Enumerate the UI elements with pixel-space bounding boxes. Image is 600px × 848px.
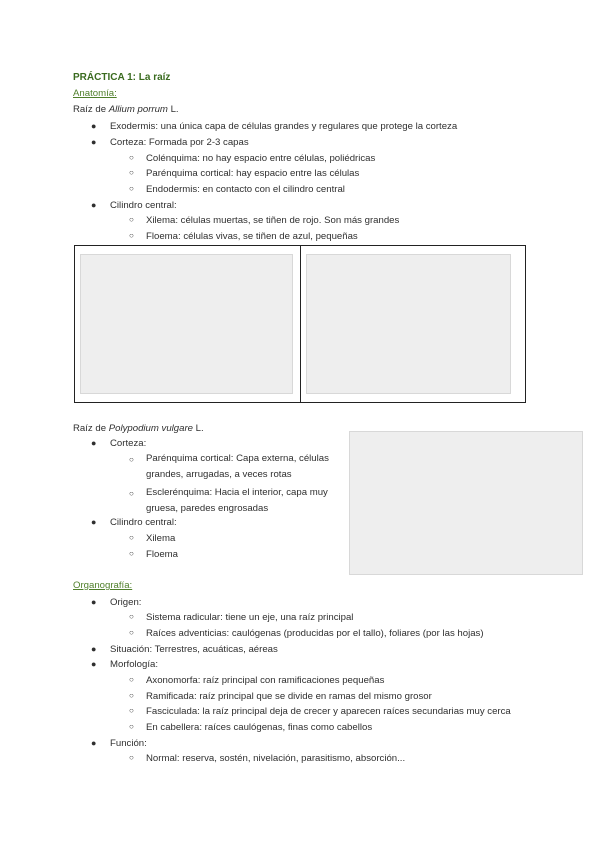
sub-list-item (129, 485, 346, 517)
sub-list-item-text: Floema: células vivas, se tiñen de azul, pequeñas (146, 231, 358, 242)
sub-list-item-text: Fasciculada: la raíz principal deja de crecer y aparecen raíces secundarias muy cerca (146, 706, 511, 717)
list-item (91, 738, 147, 749)
bullet-icon: ● (91, 200, 97, 210)
list-item (91, 121, 458, 132)
polypodium-micrograph-image (349, 431, 583, 575)
circle-bullet-icon: ○ (129, 489, 134, 498)
sub-list-item-text: Esclerénquima: Hacia el interior, capa muy gruesa, paredes engrosadas (146, 487, 328, 514)
sub-list-item (129, 168, 360, 179)
list-item (91, 644, 278, 655)
polypodium-intro (73, 423, 204, 434)
circle-bullet-icon: ○ (129, 455, 134, 464)
circle-bullet-icon: ○ (129, 706, 134, 715)
bullet-icon: ● (91, 438, 97, 448)
organografia-heading: Organografía: (73, 580, 133, 591)
micrograph-image-right (306, 254, 511, 394)
list-item-text: Corteza: (110, 438, 147, 449)
list-item-text: Corteza: Formada por 2-3 capas (110, 137, 249, 148)
list-item (91, 659, 158, 670)
list-item-text: Cilindro central: (110, 200, 177, 211)
circle-bullet-icon: ○ (129, 184, 134, 193)
list-item (91, 517, 177, 528)
sub-list-item (129, 451, 346, 483)
circle-bullet-icon: ○ (129, 231, 134, 240)
sub-list-item-text: Ramificada: raíz principal que se divide en ramas del mismo grosor (146, 691, 432, 702)
circle-bullet-icon: ○ (129, 533, 134, 542)
bullet-icon: ● (91, 517, 97, 527)
sub-list-item (129, 753, 406, 764)
allium-intro-suffix: L. (167, 104, 179, 115)
sub-list-item-text: En cabellera: raíces caulógenas, finas como cabellos (146, 722, 373, 733)
polypodium-intro-prefix: Raíz de (73, 423, 109, 434)
polypodium-species: Polypodium vulgare (108, 423, 193, 434)
circle-bullet-icon: ○ (129, 215, 134, 224)
circle-bullet-icon: ○ (129, 549, 134, 558)
bullet-icon: ● (91, 644, 97, 654)
sub-list-item-text: Endodermis: en contacto con el cilindro central (146, 184, 345, 195)
figure-table (74, 245, 526, 403)
circle-bullet-icon: ○ (129, 675, 134, 684)
sub-list-item-text: Normal: reserva, sostén, nivelación, parasitismo, absorción... (146, 753, 406, 764)
list-item (91, 200, 177, 211)
sub-list-item (129, 691, 432, 702)
bullet-icon: ● (91, 738, 97, 748)
sub-list-item-text: Colénquima: no hay espacio entre células, poliédricas (146, 153, 376, 164)
sub-list-item-text: Axonomorfa: raíz principal con ramificaciones pequeñas (146, 675, 385, 686)
circle-bullet-icon: ○ (129, 153, 134, 162)
sub-list-item (129, 533, 176, 544)
anatomia-heading: Anatomía: (73, 88, 117, 99)
circle-bullet-icon: ○ (129, 722, 134, 731)
list-item-text: Cilindro central: (110, 517, 177, 528)
allium-species: Allium porrum (108, 104, 168, 115)
circle-bullet-icon: ○ (129, 691, 134, 700)
sub-list-item (129, 184, 345, 195)
sub-list-item (129, 612, 354, 623)
sub-list-item-text: Parénquima cortical: Capa externa, células grandes, arrugadas, a veces rotas (146, 453, 329, 480)
sub-list-item (129, 215, 400, 226)
circle-bullet-icon: ○ (129, 753, 134, 762)
sub-list-item (129, 628, 484, 639)
sub-list-item-text: Floema (146, 549, 178, 560)
allium-intro-prefix: Raíz de (73, 104, 109, 115)
circle-bullet-icon: ○ (129, 168, 134, 177)
allium-intro (73, 104, 179, 115)
bullet-icon: ● (91, 137, 97, 147)
list-item (91, 137, 249, 148)
sub-list-item (129, 706, 511, 717)
polypodium-intro-suffix: L. (193, 423, 204, 434)
circle-bullet-icon: ○ (129, 612, 134, 621)
sub-list-item-text: Sistema radicular: tiene un eje, una raíz principal (146, 612, 354, 623)
list-item (91, 438, 147, 449)
sub-list-item-text: Xilema (146, 533, 176, 544)
bullet-icon: ● (91, 597, 97, 607)
bullet-icon: ● (91, 659, 97, 669)
bullet-icon: ● (91, 121, 97, 131)
list-item-text: Función: (110, 738, 147, 749)
sub-list-item (129, 231, 358, 242)
micrograph-image-left (80, 254, 293, 394)
sub-list-item-text: Xilema: células muertas, se tiñen de rojo. Son más grandes (146, 215, 400, 226)
list-item-text: Exodermis: una única capa de células grandes y regulares que protege la corteza (110, 121, 458, 132)
sub-list-item-text: Parénquima cortical: hay espacio entre las células (146, 168, 360, 179)
list-item-text: Situación: Terrestres, acuáticas, aéreas (110, 644, 278, 655)
circle-bullet-icon: ○ (129, 628, 134, 637)
list-item-text: Origen: (110, 597, 142, 608)
sub-list-item (129, 549, 178, 560)
sub-list-item (129, 722, 373, 733)
sub-list-item-text: Raíces adventicias: caulógenas (producidas por el tallo), foliares (por las hojas) (146, 628, 484, 639)
table-divider (300, 246, 301, 402)
sub-list-item (129, 153, 376, 164)
sub-list-item (129, 675, 385, 686)
list-item (91, 597, 142, 608)
page-title: PRÁCTICA 1: La raíz (73, 72, 171, 83)
list-item-text: Morfología: (110, 659, 158, 670)
